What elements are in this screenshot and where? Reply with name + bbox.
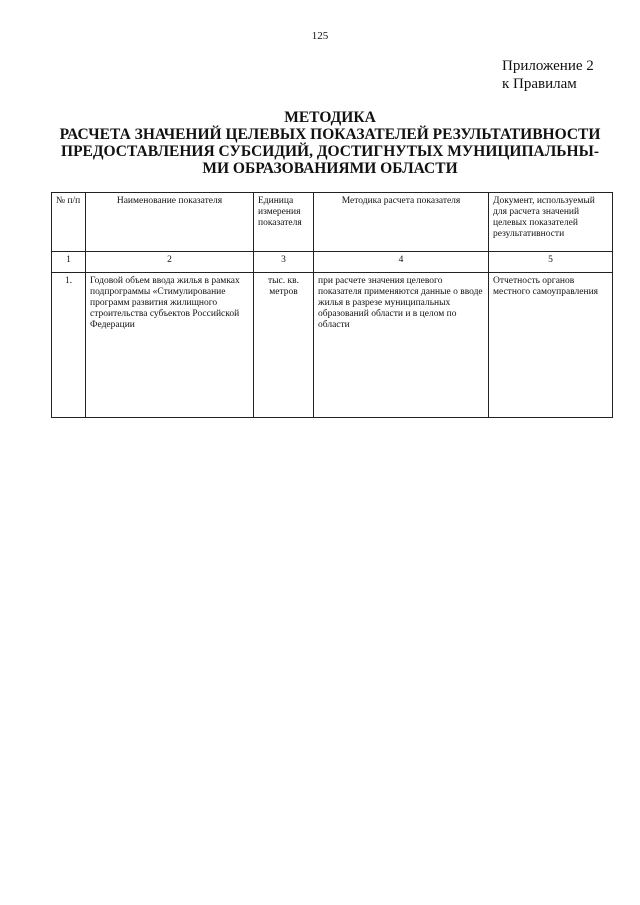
unit-of-measure: тыс. кв. метров [254, 273, 314, 418]
column-number: 2 [86, 252, 254, 273]
header-number: № п/п [52, 193, 86, 252]
title-line-3: ПРЕДОСТАВЛЕНИЯ СУБСИДИЙ, ДОСТИГНУТЫХ МУНИЦИПАЛЬНЫ- [61, 143, 599, 160]
header-indicator-name: Наименование показателя [86, 193, 254, 252]
column-number: 4 [314, 252, 489, 273]
column-number: 1 [52, 252, 86, 273]
column-number: 5 [489, 252, 613, 273]
title-line-2: РАСЧЕТА ЗНАЧЕНИЙ ЦЕЛЕВЫХ ПОКАЗАТЕЛЕЙ РЕЗУЛЬТАТИВНОСТИ [59, 126, 601, 143]
table-header-row [52, 193, 613, 252]
column-number: 3 [254, 252, 314, 273]
document-title [40, 109, 620, 177]
row-number: 1. [52, 273, 86, 418]
methodology-table [51, 192, 613, 418]
appendix-line-1: Приложение 2 [502, 58, 594, 74]
appendix-note [502, 57, 594, 93]
page-number: 125 [311, 30, 329, 42]
title-line-1: МЕТОДИКА [284, 109, 376, 126]
header-calculation-method: Методика расчета показателя [314, 193, 489, 252]
header-unit: Единица измерения показателя [254, 193, 314, 252]
column-number-row [52, 252, 613, 273]
table-row [52, 273, 613, 418]
header-source-document: Документ, используемый для расчета значений целевых показателей результативности [489, 193, 613, 252]
title-line-4: МИ ОБРАЗОВАНИЯМИ ОБЛАСТИ [202, 160, 458, 177]
appendix-line-2: к Правилам [502, 76, 577, 92]
source-document: Отчетность органов местного самоуправления [489, 273, 613, 418]
indicator-name: Годовой объем ввода жилья в рамках подпрограммы «Стимулирование программ развития жилищного строительства субъектов Российской Федерации [86, 273, 254, 418]
calculation-method: при расчете значения целевого показателя применяются данные о вводе жилья в разрезе муниципальных образований области и в целом по области [314, 273, 489, 418]
